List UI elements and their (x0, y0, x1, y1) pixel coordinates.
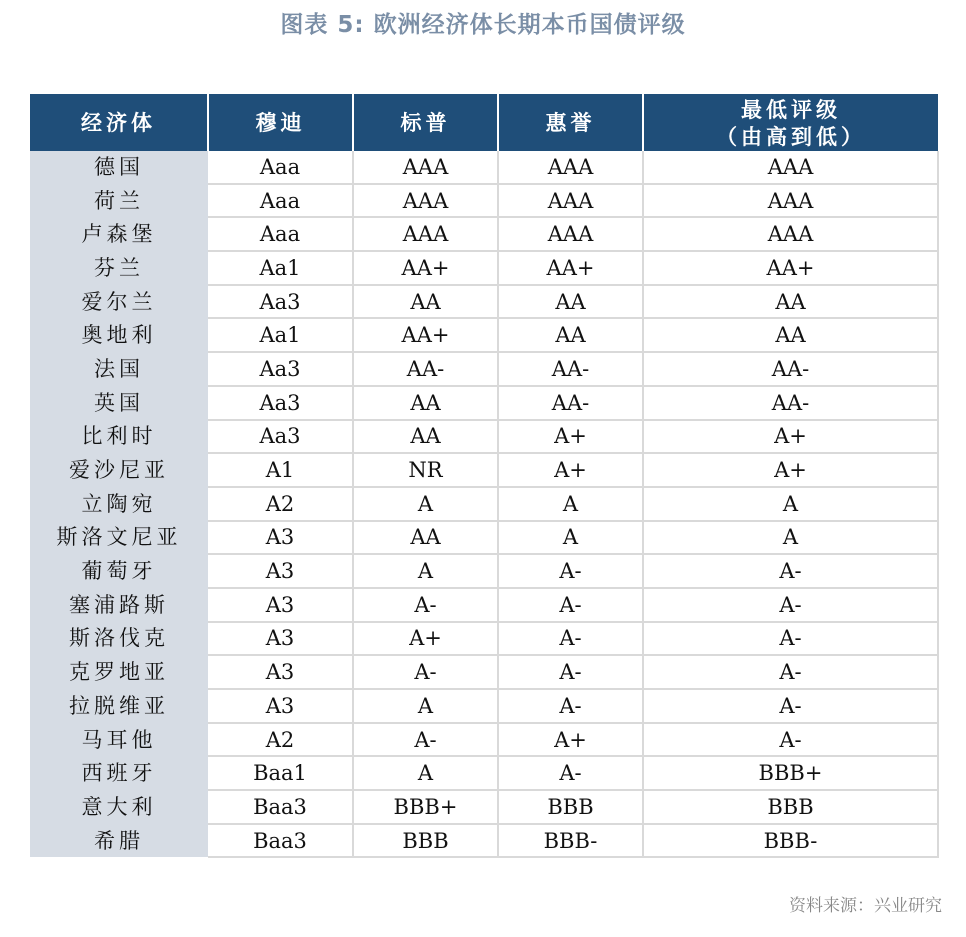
lowest-rating-cell: AAA (643, 217, 938, 251)
moodys-cell: A3 (208, 588, 353, 622)
table-row (30, 655, 938, 689)
header-economy: 经济体 (30, 94, 208, 151)
country-cell: 拉脱维亚 (30, 689, 208, 723)
table-row (30, 487, 938, 521)
fitch-cell: A- (498, 689, 643, 723)
table-row (30, 386, 938, 420)
fitch-cell: A (498, 521, 643, 555)
moodys-cell: Aa3 (208, 420, 353, 454)
fitch-cell: BBB- (498, 824, 643, 858)
figure-title: 图表 5: 欧洲经济体长期本币国债评级 (280, 12, 686, 38)
table-row (30, 217, 938, 251)
moodys-cell: Aa1 (208, 251, 353, 285)
lowest-rating-cell: A- (643, 588, 938, 622)
table-row (30, 756, 938, 790)
table-row (30, 184, 938, 218)
moodys-cell: A3 (208, 554, 353, 588)
fitch-cell: A- (498, 588, 643, 622)
sp-cell: AA (353, 420, 498, 454)
table-row (30, 521, 938, 555)
lowest-rating-cell: A+ (643, 420, 938, 454)
country-cell: 克罗地亚 (30, 655, 208, 689)
sp-cell: AA- (353, 352, 498, 386)
table-row (30, 318, 938, 352)
moodys-cell: A1 (208, 453, 353, 487)
country-cell: 荷兰 (30, 184, 208, 218)
fitch-cell: A+ (498, 420, 643, 454)
country-cell: 斯洛文尼亚 (30, 521, 208, 555)
sp-cell: AA+ (353, 318, 498, 352)
table-row (30, 285, 938, 319)
header-lowest-line2: （由高到低） (716, 123, 866, 149)
lowest-rating-cell: AA (643, 318, 938, 352)
fitch-cell: AAA (498, 184, 643, 218)
moodys-cell: Aa3 (208, 386, 353, 420)
moodys-cell: A3 (208, 521, 353, 555)
sp-cell: AA (353, 386, 498, 420)
country-cell: 意大利 (30, 790, 208, 824)
country-cell: 希腊 (30, 824, 208, 858)
sp-cell: AA+ (353, 251, 498, 285)
header-sp: 标普 (353, 94, 498, 151)
sp-cell: BBB+ (353, 790, 498, 824)
country-cell: 比利时 (30, 420, 208, 454)
lowest-rating-cell: A (643, 487, 938, 521)
moodys-cell: A2 (208, 723, 353, 757)
sp-cell: AAA (353, 217, 498, 251)
lowest-rating-cell: AA (643, 285, 938, 319)
header-fitch: 惠誉 (498, 94, 643, 151)
sp-cell: AAA (353, 184, 498, 218)
fitch-cell: A (498, 487, 643, 521)
moodys-cell: Aaa (208, 217, 353, 251)
lowest-rating-cell: AA- (643, 352, 938, 386)
lowest-rating-cell: BBB+ (643, 756, 938, 790)
country-cell: 英国 (30, 386, 208, 420)
table-row (30, 622, 938, 656)
fitch-cell: AAA (498, 217, 643, 251)
lowest-rating-cell: A- (643, 689, 938, 723)
moodys-cell: Aa3 (208, 352, 353, 386)
country-cell: 葡萄牙 (30, 554, 208, 588)
sp-cell: A+ (353, 622, 498, 656)
lowest-rating-cell: A- (643, 554, 938, 588)
table-row (30, 352, 938, 386)
country-cell: 卢森堡 (30, 217, 208, 251)
fitch-cell: A- (498, 622, 643, 656)
table-row (30, 689, 938, 723)
lowest-rating-cell: BBB- (643, 824, 938, 858)
lowest-rating-cell: AA+ (643, 251, 938, 285)
moodys-cell: Aa1 (208, 318, 353, 352)
sp-cell: A (353, 554, 498, 588)
moodys-cell: Baa3 (208, 790, 353, 824)
table-row (30, 453, 938, 487)
sp-cell: A (353, 689, 498, 723)
ratings-table (30, 94, 939, 858)
header-lowest-rating (643, 94, 938, 151)
source-note: 资料来源：兴业研究 (789, 896, 942, 916)
table-row (30, 588, 938, 622)
sp-cell: A- (353, 655, 498, 689)
country-cell: 马耳他 (30, 723, 208, 757)
country-cell: 德国 (30, 151, 208, 184)
lowest-rating-cell: A- (643, 622, 938, 656)
moodys-cell: Aaa (208, 151, 353, 184)
table-row (30, 723, 938, 757)
sp-cell: BBB (353, 824, 498, 858)
moodys-cell: A2 (208, 487, 353, 521)
fitch-cell: A- (498, 756, 643, 790)
lowest-rating-cell: AAA (643, 184, 938, 218)
table-row (30, 251, 938, 285)
fitch-cell: BBB (498, 790, 643, 824)
fitch-cell: A- (498, 655, 643, 689)
country-cell: 法国 (30, 352, 208, 386)
table-row (30, 554, 938, 588)
fitch-cell: A+ (498, 453, 643, 487)
fitch-cell: AAA (498, 151, 643, 184)
header-row (30, 94, 938, 151)
table-row (30, 420, 938, 454)
sp-cell: AA (353, 521, 498, 555)
fitch-cell: A+ (498, 723, 643, 757)
country-cell: 西班牙 (30, 756, 208, 790)
fitch-cell: AA+ (498, 251, 643, 285)
fitch-cell: AA- (498, 352, 643, 386)
table-row (30, 790, 938, 824)
lowest-rating-cell: A- (643, 655, 938, 689)
table-body (30, 151, 938, 857)
header-moodys: 穆迪 (208, 94, 353, 151)
header-lowest-line1: 最低评级 (741, 96, 841, 122)
country-cell: 塞浦路斯 (30, 588, 208, 622)
table-row (30, 824, 938, 858)
country-cell: 爱尔兰 (30, 285, 208, 319)
fitch-cell: AA (498, 318, 643, 352)
country-cell: 爱沙尼亚 (30, 453, 208, 487)
lowest-rating-cell: A+ (643, 453, 938, 487)
lowest-rating-cell: AA- (643, 386, 938, 420)
moodys-cell: Aa3 (208, 285, 353, 319)
country-cell: 立陶宛 (30, 487, 208, 521)
moodys-cell: A3 (208, 655, 353, 689)
lowest-rating-cell: AAA (643, 151, 938, 184)
moodys-cell: Aaa (208, 184, 353, 218)
fitch-cell: AA- (498, 386, 643, 420)
sp-cell: AAA (353, 151, 498, 184)
lowest-rating-cell: BBB (643, 790, 938, 824)
sp-cell: A (353, 756, 498, 790)
country-cell: 奥地利 (30, 318, 208, 352)
fitch-cell: AA (498, 285, 643, 319)
moodys-cell: Baa1 (208, 756, 353, 790)
sp-cell: A (353, 487, 498, 521)
table-row (30, 151, 938, 184)
sp-cell: A- (353, 588, 498, 622)
lowest-rating-cell: A (643, 521, 938, 555)
country-cell: 芬兰 (30, 251, 208, 285)
moodys-cell: A3 (208, 689, 353, 723)
moodys-cell: A3 (208, 622, 353, 656)
country-cell: 斯洛伐克 (30, 622, 208, 656)
sp-cell: AA (353, 285, 498, 319)
moodys-cell: Baa3 (208, 824, 353, 858)
lowest-rating-cell: A- (643, 723, 938, 757)
sp-cell: A- (353, 723, 498, 757)
sp-cell: NR (353, 453, 498, 487)
fitch-cell: A- (498, 554, 643, 588)
